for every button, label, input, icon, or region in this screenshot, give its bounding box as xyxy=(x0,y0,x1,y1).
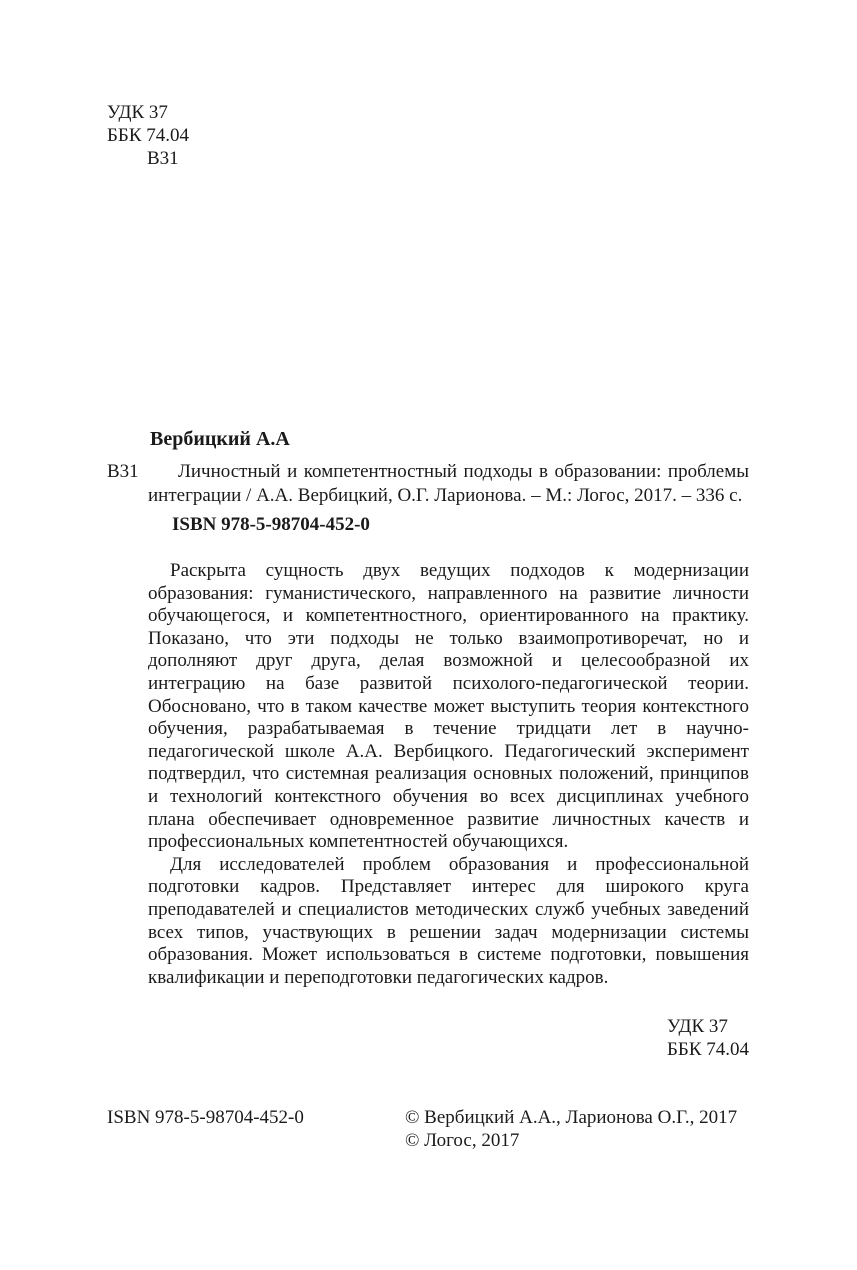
classification-codes-bottom xyxy=(667,1015,749,1061)
classification-codes-top xyxy=(107,101,189,170)
author-sign-code: В31 xyxy=(107,461,139,482)
author-sign: В31 xyxy=(147,148,179,169)
bibliographic-description: Личностный и компетентностный подходы в образовании: проблемы интеграции / А.А. Вербицкий, О.Г. Ларионова. – М.: Логос, 2017. – 336 с. xyxy=(148,461,749,506)
udk-code: УДК 37 xyxy=(667,1016,728,1037)
copyright-publisher: © Логос, 2017 xyxy=(405,1130,520,1151)
abstract-paragraph: Для исследователей проблем образования и профессиональной подготовки кадров. Представляет интерес для широкого круга преподавателей и специалистов методических служб учебных заведений всех типов, участвующих в решении задач модернизации системы образования. Может использоваться в системе подготовки, повышения квалификации и переподготовки педагогических кадров. xyxy=(148,853,749,988)
copyright-authors: © Вербицкий А.А., Ларионова О.Г., 2017 xyxy=(405,1107,738,1128)
abstract-paragraph: Раскрыта сущность двух ведущих подходов к модернизации образования: гуманистического, направленного на развитие личности обучающегося, и компетентностного, ориентированного на практику. Показано, что эти подходы не только взаимопротиворечат, но и дополняют друг друга, делая возможной и целесообразной их интеграцию на базе развитой психолого-педагогической теории. Обосновано, что в таком качестве может выступить теория контекстного обучения, разрабатываемая в течение тридцати лет в научно-педагогической школе А.А. Вербицкого. Педагогический эксперимент подтвердил, что системная реализация основных положений, принципов и технологий контекстного обучения во всех дисциплинах учебного плана обеспечивает одновременное развитие личностных качеств и профессиональных компетентностей обучающихся. xyxy=(148,560,749,853)
udk-code: УДК 37 xyxy=(107,102,168,123)
abstract xyxy=(148,560,749,989)
isbn-footer: ISBN 978-5-98704-452-0 xyxy=(107,1107,304,1128)
author-heading: Вербицкий А.А xyxy=(150,428,290,450)
isbn-bold: ISBN 978-5-98704-452-0 xyxy=(172,514,370,535)
copyright-block xyxy=(405,1106,737,1152)
bbk-code: ББК 74.04 xyxy=(107,125,189,146)
bbk-code: ББК 74.04 xyxy=(667,1039,749,1060)
